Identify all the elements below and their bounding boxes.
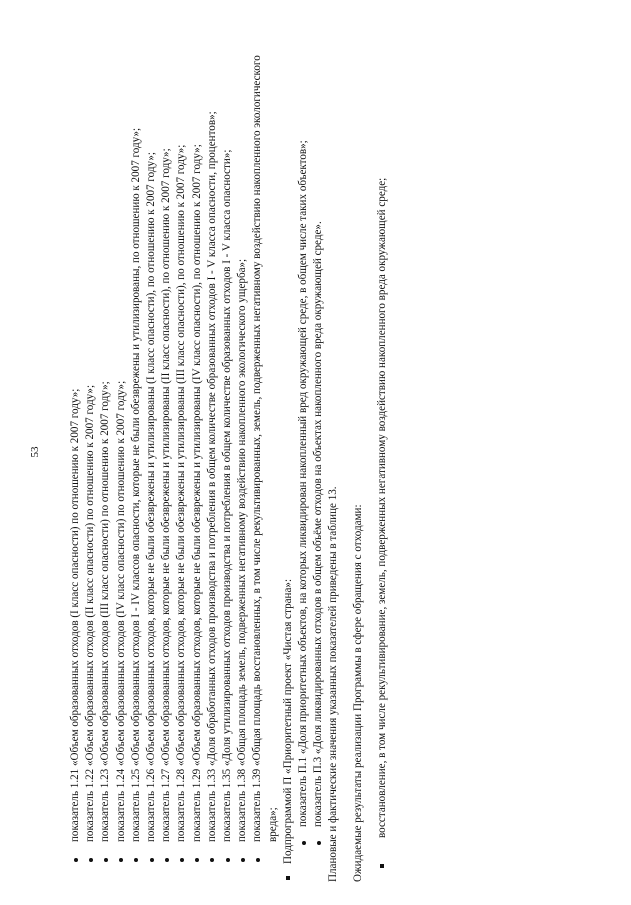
list-item: показатель П.1 «Доля приоритетных объектов, на которых ликвидирован накопленный вред окружающей среде, в общем числе таких объектов»; xyxy=(296,22,311,882)
spacer xyxy=(342,22,351,882)
result-item: восстановление, в том числе рекультивирование, земель, подверженных негативному воздействию накопленного вреда окружающей среде; xyxy=(375,22,390,882)
list-item: показатель 1.35 «Доля утилизированных отходов производства и потребления в общем количестве образованных отходов I - V класса опасности»; xyxy=(220,22,235,882)
document-body xyxy=(68,22,390,882)
list-item: показатель 1.27 «Объем образованных отходов, которые не были обезврежены и утилизированы (II класс опасности), по отношению к 2007 году»; xyxy=(159,22,174,882)
list-item: показатель П.3 «Доля ликвидированных отходов в общем объёме отходов на объектах накопленного вреда окружающей среде». xyxy=(311,22,326,882)
list-item: показатель 1.23 «Объем образованных отходов (III класс опасности) по отношению к 2007 году»; xyxy=(98,22,113,882)
spacer xyxy=(366,22,375,882)
list-item: показатель 1.38 «Общая площадь земель, подверженных негативному воздействию накопленного экологического ущерба»; xyxy=(235,22,250,882)
page-number: 53 xyxy=(29,446,41,458)
list-item: показатель 1.24 «Объем образованных отходов (IV класс опасности) по отношению к 2007 году»; xyxy=(114,22,129,882)
table-note: Плановые и фактические значения указанных показателей приведены в таблице 13. xyxy=(327,486,340,882)
list-item: показатель 1.25 «Объем образованных отходов I - IV классов опасности, которые не были обезврежены и утилизированы, по отношению к 2007 году»; xyxy=(129,22,144,882)
list-item: показатель 1.22 «Объем образованных отходов (II класс опасности) по отношению к 2007 году»; xyxy=(83,22,98,882)
list-item: показатель 1.29 «Объем образованных отходов, которые не были обезврежены и утилизированы (IV класс опасности), по отношению к 2007 году»; xyxy=(190,22,205,882)
results-heading: Ожидаемые результаты реализации Программы в сфере обращения с отходами: xyxy=(351,504,364,882)
rotated-content xyxy=(20,22,580,882)
list-item: показатель 1.28 «Объем образованных отходов, которые не были обезврежены и утилизированы (III класс опасности), по отношению к 2007 году»; xyxy=(174,22,189,882)
list-item: показатель 1.39 «Общая площадь восстановленных, в том числе рекультивированных, земель, подверженных негативному воздействию накопленного экологического вреда»; xyxy=(250,22,280,882)
list-item: показатель 1.26 «Объем образованных отходов, которые не были обезврежены и утилизированы (I класс опасности), по отношению к 2007 году»; xyxy=(144,22,159,882)
list-item: показатель 1.21 «Объем образованных отходов (I класс опасности) по отношению к 2007 году»; xyxy=(68,22,83,882)
subprogram-heading: Подпрограммой П «Приоритетный проект «Чистая страна»: xyxy=(281,22,296,882)
list-item: показатель 1.33 «Доля обработанных отходов производства и потребления в общем количестве образованных отходов I - V класса опасности, процентов»; xyxy=(205,22,220,882)
